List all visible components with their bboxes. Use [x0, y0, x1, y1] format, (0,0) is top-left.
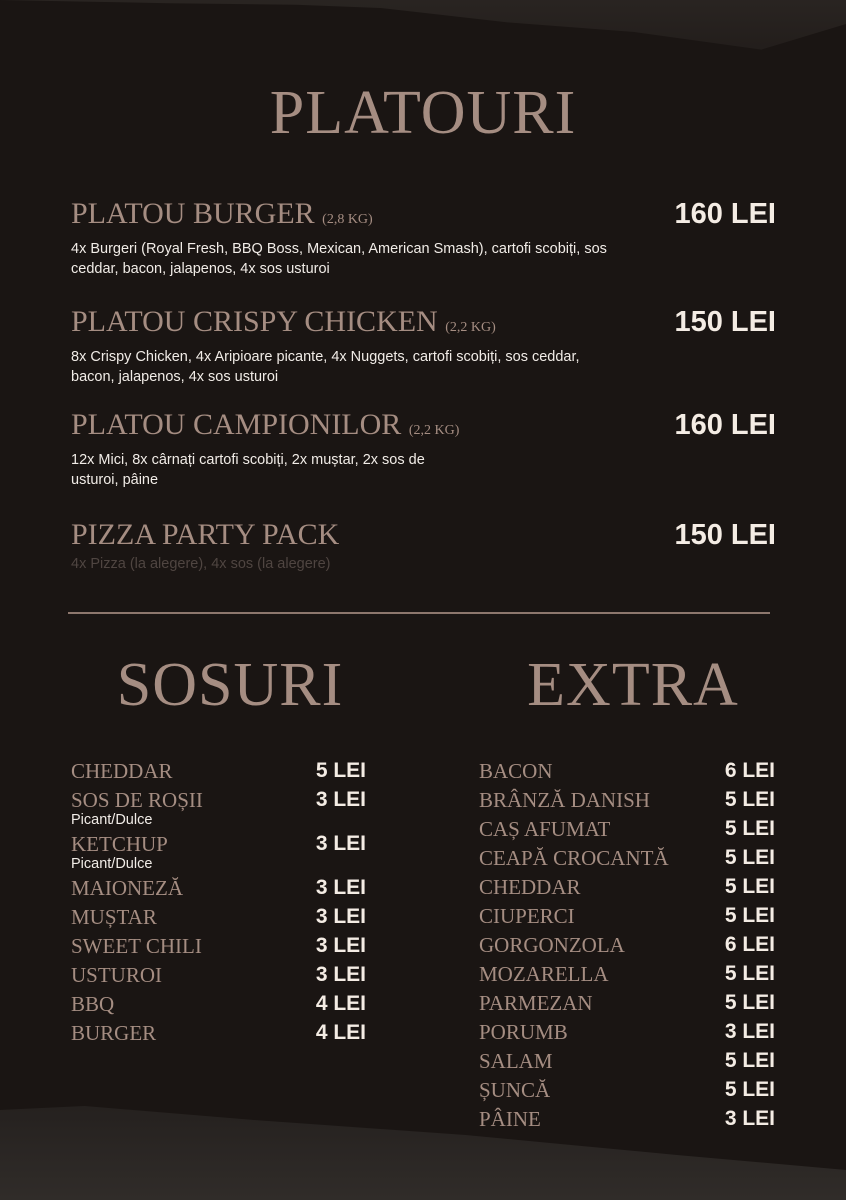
extra-price: 5 LEI [724, 1078, 775, 1101]
item-description: 4x Burgeri (Royal Fresh, BBQ Boss, Mexican, American Smash), cartofi scobiți, sos ceddar, bacon, jalapenos, 4x sos usturoi [71, 241, 607, 277]
item-price: 150 LEI [674, 519, 776, 551]
sos-price: 5 LEI [315, 759, 366, 782]
sos-name: SWEET CHILI [71, 934, 202, 958]
sos-row-mustar [71, 905, 366, 929]
sos-name: MUȘTAR [71, 905, 157, 929]
extra-price: 3 LEI [724, 1020, 775, 1043]
item-description: 4x Pizza (la alegere), 4x sos (la alegere) [71, 556, 331, 572]
extra-price: 5 LEI [724, 962, 775, 985]
section-title-platouri: PLATOURI [269, 79, 577, 147]
paper-texture-top [0, 0, 846, 80]
sos-row-bbq [71, 992, 366, 1016]
sos-price: 4 LEI [315, 992, 366, 1015]
item-description: 12x Mici, 8x cârnați cartofi scobiți, 2x muștar, 2x sos de usturoi, pâine [71, 452, 425, 488]
item-name-line [71, 408, 776, 448]
extra-name: MOZARELLA [479, 962, 609, 986]
sos-row-sos-de-rosii [71, 788, 366, 828]
extra-name: BRÂNZĂ DANISH [479, 788, 650, 812]
sos-name: BURGER [71, 1021, 157, 1045]
item-name: PLATOU CAMPIONILOR [71, 408, 402, 441]
item-description: 8x Crispy Chicken, 4x Aripioare picante, 4x Nuggets, cartofi scobiți, sos ceddar, bacon, jalapenos, 4x sos usturoi [71, 349, 580, 385]
item-weight: (2,8 KG) [322, 212, 373, 227]
extra-row-salam [479, 1049, 775, 1073]
item-name-line [71, 518, 776, 552]
item-name: PLATOU CRISPY CHICKEN [71, 305, 438, 338]
sos-name: BBQ [71, 992, 115, 1016]
sos-row-maioneza [71, 876, 366, 900]
menu-item-platou-burger [71, 197, 776, 279]
extra-row-gorgonzola [479, 933, 775, 957]
sos-name: SOS DE ROȘII [71, 788, 203, 812]
item-name: PIZZA PARTY PACK [71, 518, 340, 551]
sos-row-usturoi [71, 963, 366, 987]
extra-name: PÂINE [479, 1107, 541, 1131]
item-price: 150 LEI [674, 306, 776, 338]
sos-price: 3 LEI [315, 832, 366, 855]
sos-name: MAIONEZĂ [71, 876, 183, 900]
sos-price: 3 LEI [315, 963, 366, 986]
sos-price: 4 LEI [315, 1021, 366, 1044]
extra-name: SALAM [479, 1049, 553, 1073]
extra-row-ciuperci [479, 904, 775, 928]
sos-price: 3 LEI [315, 934, 366, 957]
menu-item-pizza-party-pack [71, 518, 776, 574]
menu-item-platou-crispy-chicken [71, 305, 776, 387]
extra-price: 5 LEI [724, 904, 775, 927]
extra-name: BACON [479, 759, 553, 783]
section-divider [68, 612, 770, 614]
sos-price: 3 LEI [315, 788, 366, 811]
extra-name: ȘUNCĂ [479, 1078, 551, 1102]
extra-row-cheddar [479, 875, 775, 899]
extra-price: 5 LEI [724, 817, 775, 840]
sos-price: 3 LEI [315, 876, 366, 899]
sos-name: USTUROI [71, 963, 163, 987]
sos-row-ketchup [71, 832, 366, 872]
sos-name: KETCHUP [71, 832, 168, 856]
sos-row-burger [71, 1021, 366, 1045]
extra-price: 5 LEI [724, 788, 775, 811]
menu-item-platou-campionilor [71, 408, 776, 490]
item-name-line [71, 305, 776, 345]
extra-name: PORUMB [479, 1020, 568, 1044]
extra-price: 5 LEI [724, 846, 775, 869]
extra-row-parmezan [479, 991, 775, 1015]
extra-price: 6 LEI [724, 933, 775, 956]
extra-price: 6 LEI [724, 759, 775, 782]
item-price: 160 LEI [674, 409, 776, 441]
item-weight: (2,2 KG) [408, 423, 460, 438]
extra-row-porumb [479, 1020, 775, 1044]
extra-row-sunca [479, 1078, 775, 1102]
extra-row-branza-danish [479, 788, 775, 812]
extra-name: CAȘ AFUMAT [479, 817, 611, 841]
section-title-sosuri: SOSURI [116, 651, 344, 719]
sos-row-sweet-chili [71, 934, 366, 958]
extra-name: CEAPĂ CROCANTĂ [479, 846, 669, 870]
sos-subtitle: Picant/Dulce [71, 812, 153, 828]
extra-name: PARMEZAN [479, 991, 593, 1015]
item-name: PLATOU BURGER [71, 197, 315, 230]
extra-price: 3 LEI [724, 1107, 775, 1130]
extra-row-ceapa-crocanta [479, 846, 775, 870]
extra-row-mozarella [479, 962, 775, 986]
extra-row-bacon [479, 759, 775, 783]
item-price: 160 LEI [674, 198, 776, 230]
extra-name: GORGONZOLA [479, 933, 625, 957]
extra-name: CIUPERCI [479, 904, 575, 928]
extra-price: 5 LEI [724, 875, 775, 898]
extra-price: 5 LEI [724, 991, 775, 1014]
sos-row-cheddar [71, 759, 366, 783]
section-title-extra: EXTRA [527, 651, 739, 719]
sos-price: 3 LEI [315, 905, 366, 928]
sos-subtitle: Picant/Dulce [71, 856, 153, 872]
extra-price: 5 LEI [724, 1049, 775, 1072]
extra-row-paine [479, 1107, 775, 1131]
item-name-line [71, 197, 776, 237]
extra-name: CHEDDAR [479, 875, 581, 899]
extra-row-cas-afumat [479, 817, 775, 841]
sos-name: CHEDDAR [71, 759, 173, 783]
item-weight: (2,2 KG) [445, 320, 496, 335]
